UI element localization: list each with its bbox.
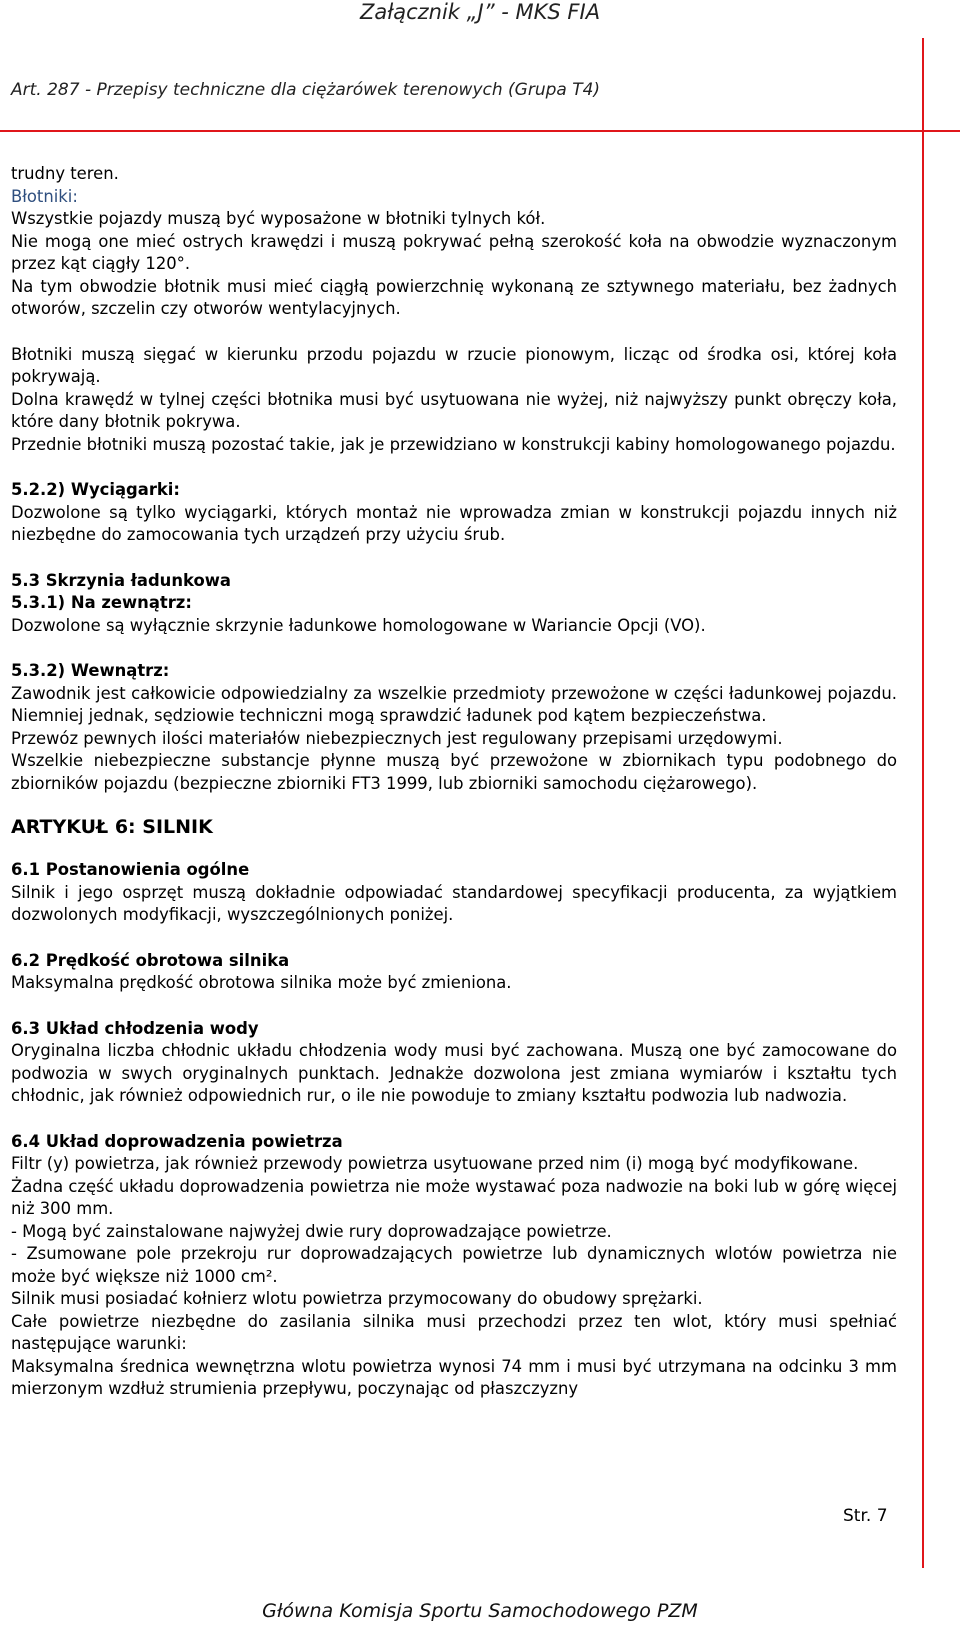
paragraph: Nie mogą one mieć ostrych krawędzi i muszą pokrywać pełną szerokość koła na obwodzie wyznaczonym przez kąt ciągły 120°.	[11, 231, 897, 273]
section-heading-6-1: 6.1 Postanowienia ogólne	[11, 860, 250, 879]
article-title: Art. 287 - Przepisy techniczne dla ciężarówek terenowych (Grupa T4)	[11, 80, 601, 100]
paragraph: Przewóz pewnych ilości materiałów niebezpiecznych jest regulowany przepisami urzędowymi.	[11, 728, 783, 748]
margin-rule	[922, 38, 924, 1568]
paragraph: Maksymalna średnica wewnętrzna wlotu powietrza wynosi 74 mm i musi być utrzymana na odcinku 3 mm mierzonym wzdłuż strumienia przepływu, poczynając od płaszczyzny	[11, 1356, 897, 1398]
paragraph: Całe powietrze niezbędne do zasilania silnika musi przechodzi przez ten wlot, który musi spełniać następujące warunki:	[11, 1311, 897, 1353]
section-heading-6-3: 6.3 Układ chłodzenia wody	[11, 1018, 259, 1038]
section-heading-5-3: 5.3 Skrzynia ładunkowa	[11, 570, 231, 590]
section-heading-6-4: 6.4 Układ doprowadzenia powietrza	[11, 1131, 343, 1151]
paragraph: Wszelkie niebezpieczne substancje płynne muszą być przewożone w zbiornikach typu podobnego do zbiorników pojazdu (bezpieczne zbiorniki FT3 1999, lub zbiorniki samochodu ciężarowego).	[11, 751, 897, 793]
page-number: Str. 7	[843, 1506, 888, 1526]
paragraph: Dolna krawędź w tylnej części błotnika musi być usytuowana nie wyżej, niż najwyższy punkt obręczy koła, które dany błotnik pokrywa.	[11, 389, 897, 431]
paragraph: Silnik i jego osprzęt muszą dokładnie odpowiadać standardowej specyfikacji producenta, za wyjątkiem dozwolonych modyfikacji, wyszczególnionych poniżej.	[11, 882, 897, 924]
paragraph: Błotniki muszą sięgać w kierunku przodu pojazdu w rzucie pionowym, licząc od środka osi, której koła pokrywają.	[11, 344, 897, 386]
paragraph: Na tym obwodzie błotnik musi mieć ciągłą powierzchnię wykonaną ze sztywnego materiału, bez żadnych otworów, szczelin czy otworów wentylacyjnych.	[11, 276, 897, 318]
section-heading-5-3-1: 5.3.1) Na zewnątrz:	[11, 593, 192, 612]
document-footer: Główna Komisja Sportu Samochodowego PZM	[262, 1600, 698, 1622]
header-rule	[0, 130, 960, 132]
paragraph: Przednie błotniki muszą pozostać takie, jak je przewidziano w konstrukcji kabiny homologowanego pojazdu.	[11, 434, 896, 454]
paragraph: Filtr (y) powietrza, jak również przewody powietrza usytuowane przed nim (i) mogą być modyfikowane.	[11, 1154, 859, 1173]
paragraph: Dozwolone są tylko wyciągarki, których montaż nie wprowadza zmian w konstrukcji pojazdu innych niż niezbędne do zamocowania tych urządzeń przy użyciu śrub.	[11, 502, 897, 544]
paragraph: Wszystkie pojazdy muszą być wyposażone w błotniki tylnych kół.	[11, 209, 546, 228]
paragraph: Silnik musi posiadać kołnierz wlotu powietrza przymocowany do obudowy sprężarki.	[11, 1289, 703, 1308]
paragraph: Maksymalna prędkość obrotowa silnika może być zmieniona.	[11, 973, 512, 992]
paragraph: Zawodnik jest całkowicie odpowiedzialny za wszelkie przedmioty przewożone w części ładunkowej pojazdu. Niemniej jednak, sędziowie techniczni mogą sprawdzić ładunek pod kątem bezpieczeństwa.	[11, 683, 897, 725]
paragraph: - Mogą być zainstalowane najwyżej dwie rury doprowadzające powietrze.	[11, 1221, 612, 1241]
document-header-title: Załącznik „J” - MKS FIA	[359, 0, 601, 24]
paragraph: Oryginalna liczba chłodnic układu chłodzenia wody musi być zachowana. Muszą one być zamocowane do podwozia w swych oryginalnych punktach. Jednakże dozwolona jest zmiana wymiarów i kształtu tych chłodnic, jak również odpowiednich rur, o ile nie powoduje to zmiany kształtu podwozia lub nadwozia.	[11, 1041, 897, 1105]
document-body	[11, 163, 897, 1401]
section-heading-5-3-2: 5.3.2) Wewnątrz:	[11, 661, 170, 680]
section-label-blotniki: Błotniki:	[11, 186, 78, 206]
paragraph: Żadna część układu doprowadzenia powietrza nie może wystawać poza nadwozie na boki lub w górę więcej niż 300 mm.	[11, 1176, 897, 1218]
paragraph: Dozwolone są wyłącznie skrzynie ładunkowe homologowane w Wariancie Opcji (VO).	[11, 615, 706, 635]
section-heading-6-2: 6.2 Prędkość obrotowa silnika	[11, 950, 290, 970]
section-heading-5-2-2: 5.2.2) Wyciągarki:	[11, 480, 180, 499]
paragraph: trudny teren.	[11, 164, 119, 183]
article-heading-6: ARTYKUŁ 6: SILNIK	[11, 816, 213, 838]
paragraph: - Zsumowane pole przekroju rur doprowadzających powietrze lub dynamicznych wlotów powietrza nie może być większe niż 1000 cm².	[11, 1244, 897, 1286]
